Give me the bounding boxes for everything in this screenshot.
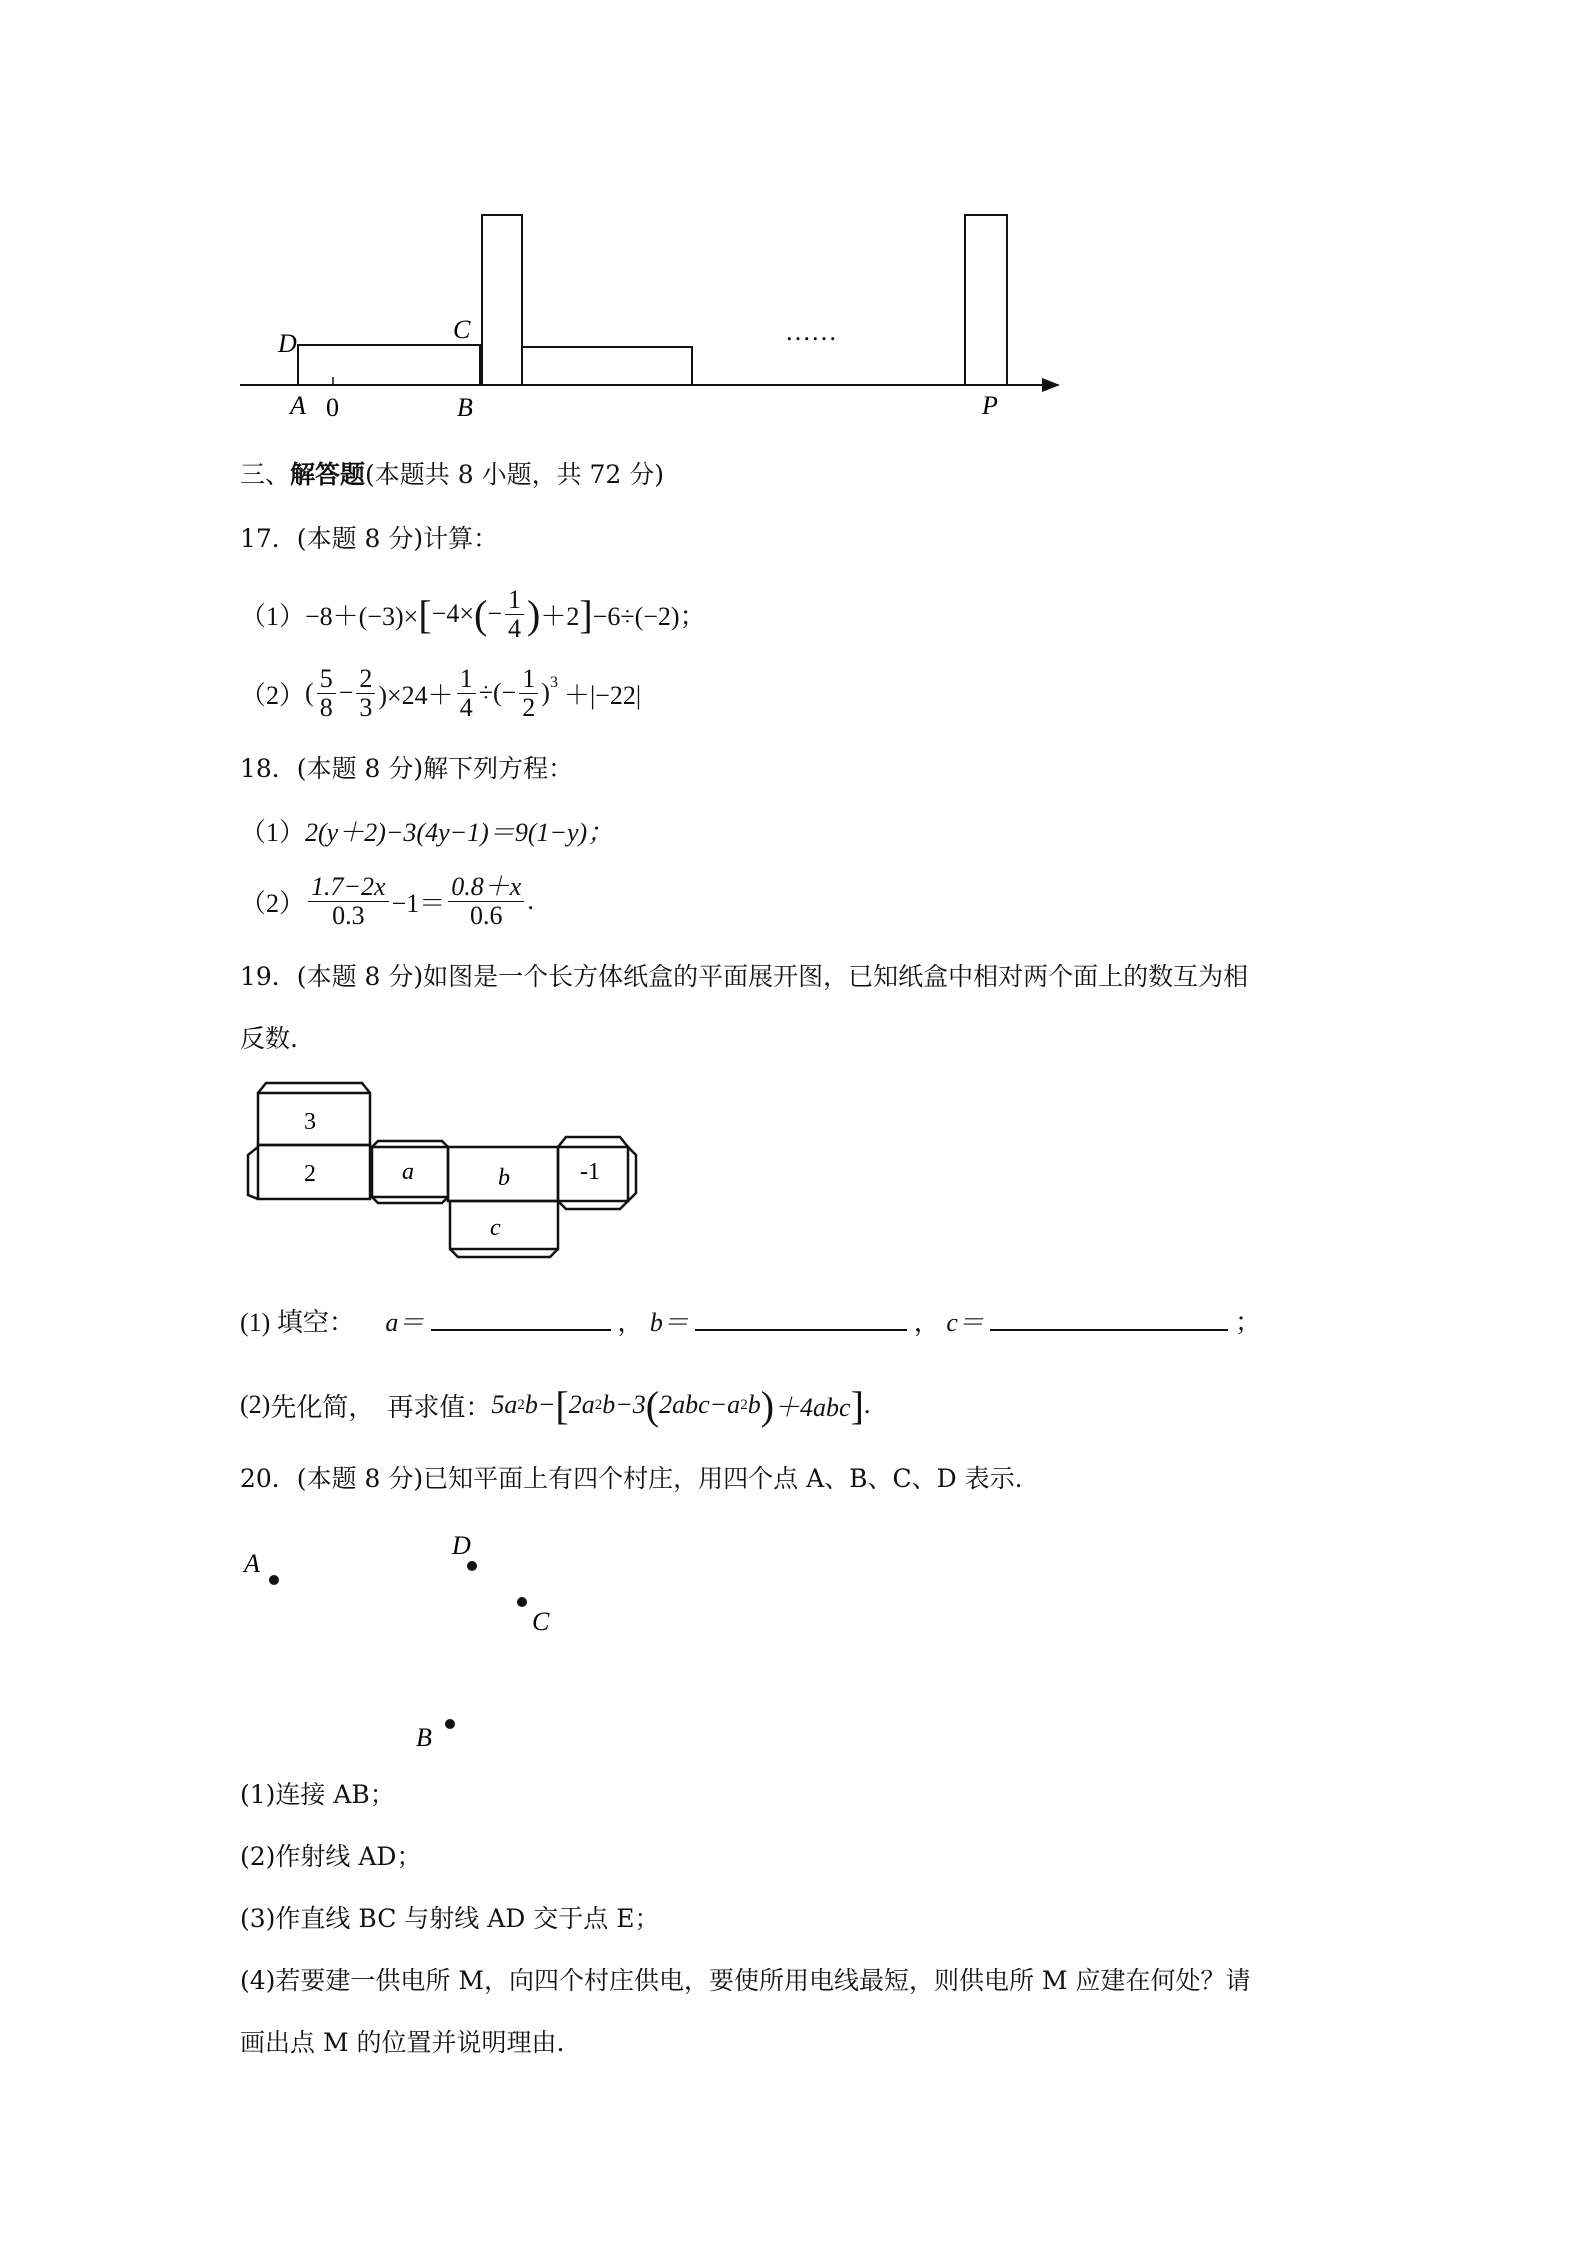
- q20-item-4: (4)若要建一供电所 M，向四个村庄供电，要使所用电线最短，则供电所 M 应建在何处？请: [240, 1966, 1251, 1995]
- q20-item-3: (3)作直线 BC 与射线 AD 交于点 E；: [240, 1904, 660, 1933]
- left-paren: (: [473, 591, 488, 637]
- section-title: 解答题: [290, 460, 366, 489]
- q17-p1-tag: （1）: [240, 601, 306, 631]
- q19-p2-end: .: [863, 1390, 871, 1419]
- tall-rectangle-at-B: [482, 215, 522, 385]
- q19-expr1: 5a: [491, 1390, 518, 1419]
- q19-expr2: b−: [524, 1390, 556, 1419]
- villages-figure: [230, 1510, 630, 1760]
- q20-item-4-cont: 画出点 M 的位置并说明理由.: [240, 2028, 565, 2057]
- q17-p2-cube-close: ): [541, 678, 550, 707]
- label-B: B: [457, 393, 473, 422]
- q17-p1-e: −6÷(−2)；: [592, 601, 706, 631]
- fraction-5-8: $\frac{5}{8}$: [317, 665, 336, 722]
- q19-expr5: 2abc−a: [659, 1390, 741, 1419]
- q18-p2-mid: −1＝: [391, 888, 446, 918]
- q19-label-b: b＝: [649, 1308, 689, 1337]
- ellipsis-dots: ……: [785, 317, 837, 346]
- fraction-2-3: $\frac{2}{3}$: [356, 665, 375, 722]
- q19-label-a: a＝: [385, 1308, 425, 1337]
- fraction-1-4: $\frac{1}{4}$: [457, 665, 476, 722]
- q18-heading: 18．(本题 8 分)解下列方程：: [240, 754, 574, 783]
- q17-p2-minus: −: [338, 678, 354, 707]
- q19-p2-label: 先化简， 再求值：: [270, 1392, 492, 1422]
- point-D: [467, 1561, 477, 1571]
- point-label-B: B: [416, 1723, 432, 1752]
- q17-p1-d: ＋2: [540, 601, 580, 631]
- label-P: P: [982, 391, 998, 420]
- label-A: A: [290, 391, 306, 420]
- rectangle-ABCD: [298, 345, 480, 385]
- box-net-figure: [240, 1075, 640, 1275]
- point-C: [517, 1597, 527, 1607]
- q18-p1-equation: 2(y＋2)−3(4y−1)＝9(1−y)；: [305, 818, 614, 847]
- tall-rectangle-at-P: [965, 215, 1007, 385]
- point-label-D: D: [452, 1531, 471, 1560]
- q19-p1-label: 填空：: [276, 1308, 355, 1337]
- face-label-minus1: -1: [580, 1159, 600, 1185]
- number-line-arrow: [1042, 378, 1060, 392]
- q18-p2-tag: （2）: [240, 888, 306, 918]
- face-label-3: 3: [304, 1109, 316, 1135]
- point-label-A: A: [244, 1549, 260, 1578]
- q19-expr4: b−3: [602, 1390, 646, 1419]
- right-bracket: ]: [579, 591, 593, 637]
- flap-top: [258, 1083, 370, 1093]
- section-number: 三、: [240, 460, 291, 489]
- q18-part1: [240, 812, 613, 849]
- q19-heading: 19．(本题 8 分)如图是一个长方体纸盒的平面展开图，已知纸盒中相对两个面上的数互为相: [240, 962, 1249, 991]
- q18-p1-tag: （1）: [240, 818, 306, 847]
- rectangles-number-line-figure: [230, 200, 1100, 430]
- q20-item-2: (2)作射线 AD；: [240, 1842, 422, 1871]
- point-label-C: C: [532, 1607, 550, 1636]
- q20-item-1: (1)连接 AB；: [240, 1780, 395, 1809]
- face-label-2: 2: [304, 1161, 316, 1187]
- q17-p1-a: −8＋(−3)×: [305, 601, 419, 631]
- blank-a[interactable]: [431, 1307, 611, 1331]
- face-c: [450, 1201, 558, 1249]
- q17-p2-tag: （2）: [240, 680, 306, 710]
- q18-part2: [240, 866, 534, 936]
- left-paren: (: [645, 1382, 660, 1428]
- section-note: (本题共 8 小题，共 72 分): [365, 460, 665, 489]
- face-label-c: c: [490, 1215, 501, 1241]
- left-bracket: [: [555, 1382, 569, 1428]
- face-label-a: a: [402, 1159, 414, 1185]
- face-label-b: b: [498, 1165, 510, 1191]
- label-C: C: [453, 315, 471, 344]
- q17-part1: [240, 584, 706, 644]
- q19-part1: [240, 1302, 1261, 1339]
- point-A: [269, 1575, 279, 1585]
- q18-p2-end: .: [527, 886, 534, 915]
- q17-heading: 17．(本题 8 分)计算：: [240, 524, 499, 553]
- q17-p2-div: ÷(−: [478, 678, 517, 707]
- label-D: D: [278, 329, 297, 358]
- fraction-rhs: $\frac{0.8+x}{0.6}$: [448, 873, 524, 930]
- fraction-1-2: $\frac{1}{2}$: [519, 665, 538, 722]
- q17-p2-tail: ＋|−22|: [563, 680, 642, 710]
- q19-sep1: ，: [617, 1308, 644, 1337]
- q19-p1-tag: (1): [240, 1308, 271, 1337]
- q19-p2-tag: (2): [240, 1390, 271, 1419]
- q19-sup3: 2: [740, 1396, 748, 1413]
- q17-p2-exponent: 3: [549, 674, 558, 691]
- right-bracket: ]: [850, 1382, 864, 1428]
- q19-sep2: ，: [913, 1308, 940, 1337]
- q19-part2: [240, 1380, 870, 1430]
- q17-p2-open: (: [305, 678, 314, 707]
- flap-minus1-top: [558, 1137, 628, 1147]
- wide-rectangle: [522, 347, 692, 385]
- q19-label-c: c＝: [946, 1308, 984, 1337]
- section-heading: [240, 458, 664, 492]
- q17-p1-b: −4×: [431, 599, 474, 628]
- q19-expr3: 2a: [568, 1390, 595, 1419]
- q19-expr6: b: [747, 1390, 761, 1419]
- blank-b[interactable]: [695, 1307, 907, 1331]
- flap-left: [248, 1147, 258, 1199]
- fraction-lhs: $\frac{1.7-2x}{0.3}$: [308, 873, 389, 930]
- q19-sup1: 2: [517, 1396, 525, 1413]
- blank-c[interactable]: [990, 1307, 1228, 1331]
- q19-heading-cont: 反数.: [240, 1024, 298, 1053]
- q19-sup2: 2: [594, 1396, 603, 1413]
- q20-heading: 20．(本题 8 分)已知平面上有四个村庄，用四个点 A、B、C、D 表示.: [240, 1464, 1023, 1493]
- right-paren: ): [760, 1382, 775, 1428]
- q17-p1-c: −: [487, 599, 502, 628]
- q17-part2: [240, 660, 641, 726]
- point-B: [445, 1719, 455, 1729]
- q19-expr7: ＋4abc: [774, 1392, 851, 1422]
- right-paren: ): [526, 591, 541, 637]
- q17-p2-close: )×24＋: [378, 680, 454, 710]
- fraction-one-quarter: $\frac{1}{4}$: [505, 586, 524, 643]
- q19-p1-end: ；: [1234, 1308, 1261, 1337]
- left-bracket: [: [418, 591, 432, 637]
- label-0: 0: [326, 393, 339, 422]
